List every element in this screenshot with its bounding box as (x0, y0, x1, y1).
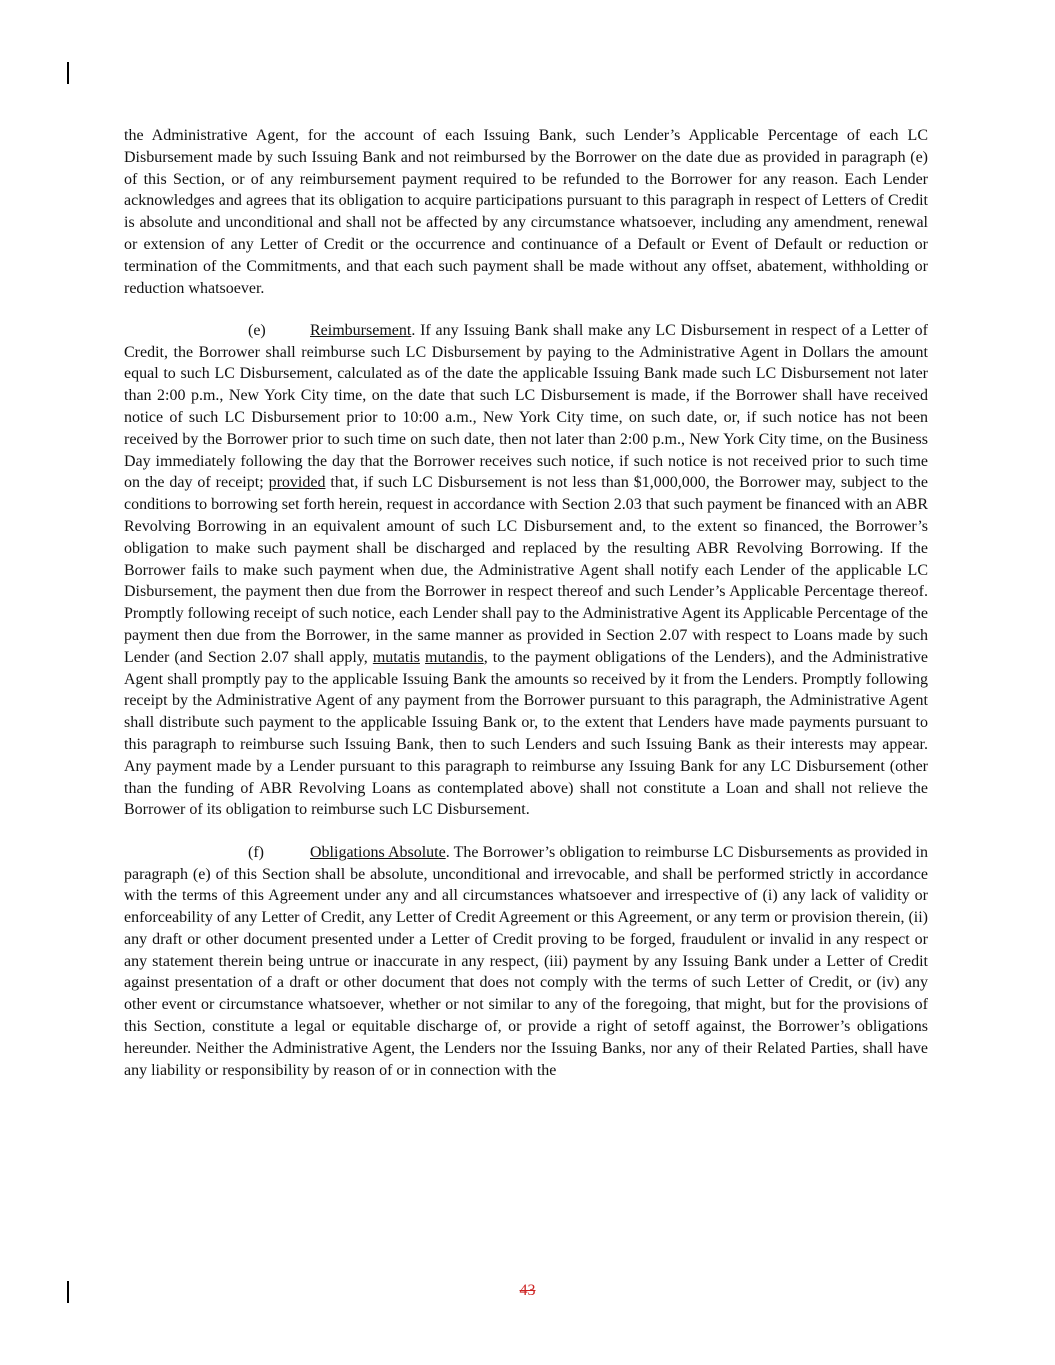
provided-term: provided (268, 474, 326, 492)
mutatis-term: mutatis (372, 648, 420, 666)
paragraph-e-text-2: that, if such LC Disbursement is not less than $1,000,000, the Borrower may, subject to the conditions to borrowing set forth herein, request in accordance with Section 2.03 that such payment be financed with an ABR Revolving Borrowing in an equivalent amount of such LC Disbursement and, to the extent so financed, the Borrower’s obligation to make such payment shall be discharged and replaced by the resulting ABR Revolving Borrowing. If the Borrower fails to make such payment when due, the Administrative Agent shall notify each Lender of the applicable LC Disbursement, the payment then due from the Borrower in respect thereof and such Lender’s Applicable Percentage thereof. Promptly following receipt of such notice, each Lender shall pay to the Administrative Agent its Applicable Percentage of the payment then due from the Borrower, in the same manner as provided in Section 2.07 with respect to Loans made by such Lender (and Section 2.07 shall apply, (124, 474, 928, 666)
paragraph-e-heading: Reimbursement (310, 321, 412, 339)
paragraph-e-label: (e) (248, 321, 266, 339)
mutandis-term: mutandis (425, 648, 484, 666)
paragraph-e (124, 320, 928, 821)
paragraph-d-text: the Administrative Agent, for the account of each Issuing Bank, such Lender’s Applicable Percentage of each LC Disbursement made by such Issuing Bank and not reimbursed by the Borrower on the date due as provided in paragraph (e) of this Section, or of any reimbursement payment required to be refunded to the Borrower for any reason. Each Lender acknowledges and agrees that its obligation to acquire participations pursuant to this paragraph in respect of Letters of Credit is absolute and unconditional and shall not be affected by any circumstance whatsoever, including any amendment, renewal or extension of any Letter of Credit or the occurrence and continuance of a Default or Event of Default or reduction or termination of the Commitments, and that each such payment shall be made without any offset, abatement, withholding or reduction whatsoever. (124, 127, 928, 297)
paragraph-f-heading: Obligations Absolute (310, 843, 446, 861)
change-bar-top (67, 62, 69, 84)
paragraph-d-continuation (124, 125, 928, 299)
paragraph-f (124, 842, 928, 1082)
page-number: 43 (519, 1282, 536, 1299)
paragraph-f-label: (f) (248, 843, 264, 861)
paragraph-e-text-1: . If any Issuing Bank shall make any LC Disbursement in respect of a Letter of Credit, the Borrower shall reimburse such LC Disbursement by paying to the Administrative Agent in Dollars the amount equal to such LC Disbursement, calculated as of the date the applicable Issuing Bank made such LC Disbursement not later than 2:00 p.m., New York City time, on the date that such LC Disbursement is made, if the Borrower shall have received notice of such LC Disbursement prior to 10:00 a.m., New York City time, on such date, or, if such notice has not been received by the Borrower prior to such time on such date, then not later than 2:00 p.m., New York City time, on the Business Day immediately following the day that the Borrower receives such notice, if such notice is not received prior to such time on the day of receipt; (124, 321, 928, 492)
paragraph-e-text-3: , to the payment obligations of the Lenders), and the Administrative Agent shall promptly pay to the applicable Issuing Bank the amounts so received by it from the Lenders. Promptly following receipt by the Administrative Agent of any payment from the Borrower pursuant to this paragraph, the Administrative Agent shall distribute such payment to the applicable Issuing Bank or, to the extent that Lenders have made payments pursuant to this paragraph to reimburse such Issuing Bank, then to such Lenders and such Issuing Bank as their interests may appear. Any payment made by a Lender pursuant to this paragraph to reimburse any Issuing Bank for any LC Disbursement (other than the funding of ABR Revolving Loans as contemplated above) shall not constitute a Loan and shall not relieve the Borrower of its obligation to reimburse such LC Disbursement. (124, 648, 929, 819)
document-body (124, 125, 928, 1102)
paragraph-f-text: . The Borrower’s obligation to reimburse LC Disbursements as provided in paragraph (e) of this Section shall be absolute, unconditional and irrevocable, and shall be performed strictly in accordance with the terms of this Agreement under any and all circumstances whatsoever and irrespective of (i) any lack of validity or enforceability of any Letter of Credit, any Letter of Credit Agreement or this Agreement, or any term or provision therein, (ii) any draft or other document presented under a Letter of Credit proving to be forged, fraudulent or invalid in any respect or any statement therein being untrue or inaccurate in any respect, (iii) payment by any Issuing Bank under a Letter of Credit against presentation of a draft or other document that does not comply with the terms of such Letter of Credit, or (iv) any other event or circumstance whatsoever, whether or not similar to any of the foregoing, that might, but for the provisions of this Section, constitute a legal or equitable discharge of, or provide a right of setoff against, the Borrower’s obligations hereunder. Neither the Administrative Agent, the Lenders nor the Issuing Banks, nor any of their Related Parties, shall have any liability or responsibility by reason of or in connection with the (124, 843, 928, 1079)
